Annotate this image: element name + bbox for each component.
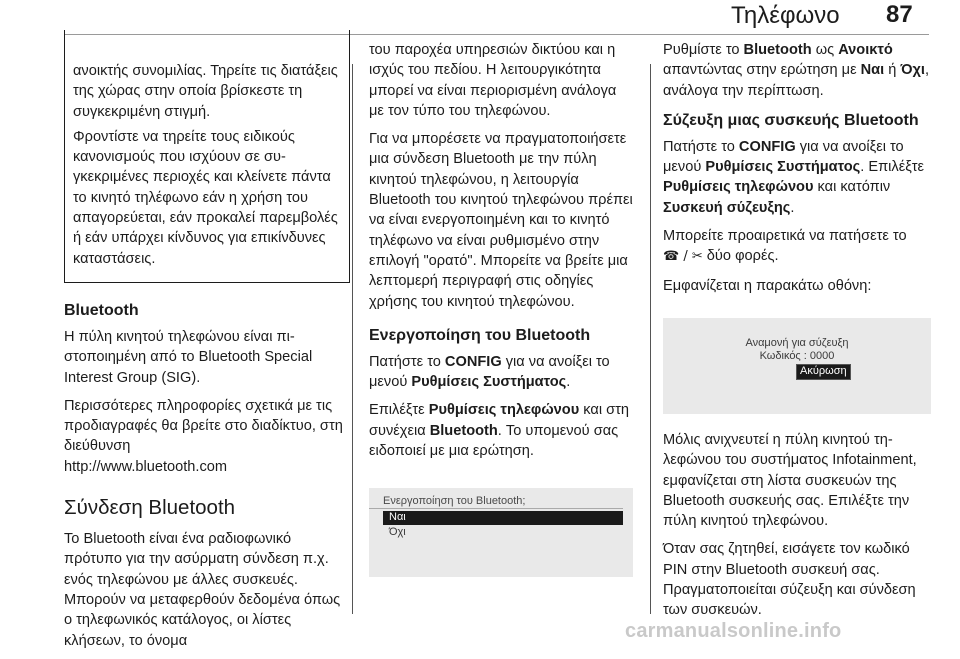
paragraph-enter-pin: Όταν σας ζητηθεί, εισάγετε τον κωδικό PIN στην Bluetooth συσκευή σας. Πραγματοποιείται σύζευξη και σύνδεση των συσκευών. [663,541,916,619]
column-divider-2 [650,64,651,614]
page-number: 87 [886,1,913,28]
page-header-title: Τηλέφωνο [731,2,840,29]
paragraph-sig: Η πύλη κινητού τηλεφώνου είναι πιστοποιημένη από το Bluetooth Special Interest Group (SIG). [64,328,313,386]
paragraph-screen-shown: Εμφανίζεται η παρακάτω οθόνη: [663,277,872,294]
menu-system-settings: Ρυθμίσεις Συστήματος [411,374,567,391]
screen-question: Ενεργοποίηση του Bluetooth; [383,495,526,508]
screen-pin-code: Κωδικός : 0000 [759,349,835,362]
watermark: carmanualsonline.info [625,620,842,642]
screen-waiting-text: Αναμονή για σύζευξη [745,336,849,349]
paragraph-optional-press: Μπορείτε προαιρετικά να πατήσετε το ☎ / ✂ δύο φορές. [663,228,907,265]
option-no[interactable]: Όχι [389,526,406,539]
screen-activate-bluetooth [369,488,633,577]
menu-phone-settings: Ρυθμίσεις τηλεφώνου [428,402,580,419]
paragraph-device-detected: Μόλις ανιχνευτεί η πύλη κινητού τηλεφώνου του συστήματος Infotainment, εμφανίζεται στη λίστα συσκευών της Bluetooth συσκευής σας. Επιλέξτε την πύλη κινητού τηλεφώνου. [663,431,917,530]
section-heading-pairing: Σύζευξη μιας συσκευής Bluetooth [663,111,919,129]
paragraph-pairing-steps: Πατήστε το CONFIG για να ανοίξει το μενού Ρυθμίσεις Συστήματος. Επιλέξτε Ρυθμίσεις τηλεφώνου και κατόπιν Συσκευή σύζευξης. [663,138,925,216]
cancel-button[interactable]: Ακύρωση [796,364,851,380]
paragraph-press-config: Πατήστε το CONFIG για να ανοίξει το μενού Ρυθμίσεις Συστήματος. [369,353,610,391]
paragraph-select-phone-settings: Επιλέξτε Ρυθμίσεις τηλεφώνου και στη συνέχεια Bluetooth. Το υπομενού σας ειδοποιεί με μια ερώτηση. [369,402,629,460]
menu-bluetooth: Bluetooth [429,422,498,439]
option-yes[interactable]: Ναι [383,511,623,525]
paragraph-limitations: του παροχέα υπηρεσιών δικτύου και η ισχύς του πεδίου. Η λειτουργικότητα μπορεί να είναι περιορισμένη ανάλογα με τον τύπο του τηλεφώνου. [369,42,617,119]
paragraph-more-info: Περισσότερες πληροφορίες σχετικά με τις προδιαγραφές θα βρείτε στο διαδίκτυο, στη διεύθυνση http://www.bluetooth.com [64,397,343,475]
section-heading-activate: Ενεργοποίηση του Bluetooth [369,326,591,344]
column-divider-1 [352,64,353,614]
caution-text-2: Φροντίστε να τηρείτε τους ειδικούς κανονισμούς που ισχύουν σε συγκεκριμένες περιοχές και κλείνετε πάντα το κινητό τηλέφωνο εάν η χρήση του απαγορεύεται, εάν προκαλεί παρεμβολές ή εάν υπάρχει κίνδυνος για επικίνδυνες καταστάσεις. [73,128,338,267]
column-1 [64,40,350,659]
screen-waiting-pairing [663,318,931,414]
section-heading-connection: Σύνδεση Bluetooth [64,496,236,520]
caution-box [64,30,350,283]
bluetooth-url[interactable]: http://www.bluetooth.com [64,458,228,475]
paragraph-visible: Για να μπορέσετε να πραγματοποιήσετε μια σύνδεση Bluetooth με την πύλη κινητού τηλεφώνου, η λειτουργία Bluetooth του κινητού τηλεφώνου πρέπει να είναι ενεργοποιημένη και το κινητό τηλέφωνο να είναι ρυθμισμένο στην επιλογή "ορατό". Μπορείτε να βρείτε μια λεπτομερή περιγραφή στις οδηγίες χρήσης του κινητού τηλεφώνου. [369,131,633,310]
screen-divider [369,508,623,509]
caution-text-1: ανοικτής συνομιλίας. Τηρείτε τις διατάξεις της χώρας στην οποία βρίσκεστε τη συγκεκριμένη στιγμή. [73,63,338,120]
column-2 [369,40,633,577]
config-key-label: CONFIG [444,353,502,370]
paragraph-set-bluetooth-on: Ρυθμίστε το Bluetooth ως Ανοικτό απαντώντας στην ερώτηση με Ναι ή Όχι, ανάλογα την περίπτωση. [663,42,930,99]
column-3 [663,40,933,629]
paragraph-connection: Το Bluetooth είναι ένα ραδιοφωνικό πρότυπο για την ασύρματη σύνδεση π.χ. ενός τηλεφώνου με άλλες συσκευές. Μπορούν να μεταφερθούν δεδομένα όπως ο τηλεφωνικός κατάλογος, οι λίστες κλήσεων, το όνομα [64,531,341,649]
section-heading-bluetooth: Bluetooth [64,301,139,319]
phone-keys-icon: ☎ / ✂ [663,249,703,265]
